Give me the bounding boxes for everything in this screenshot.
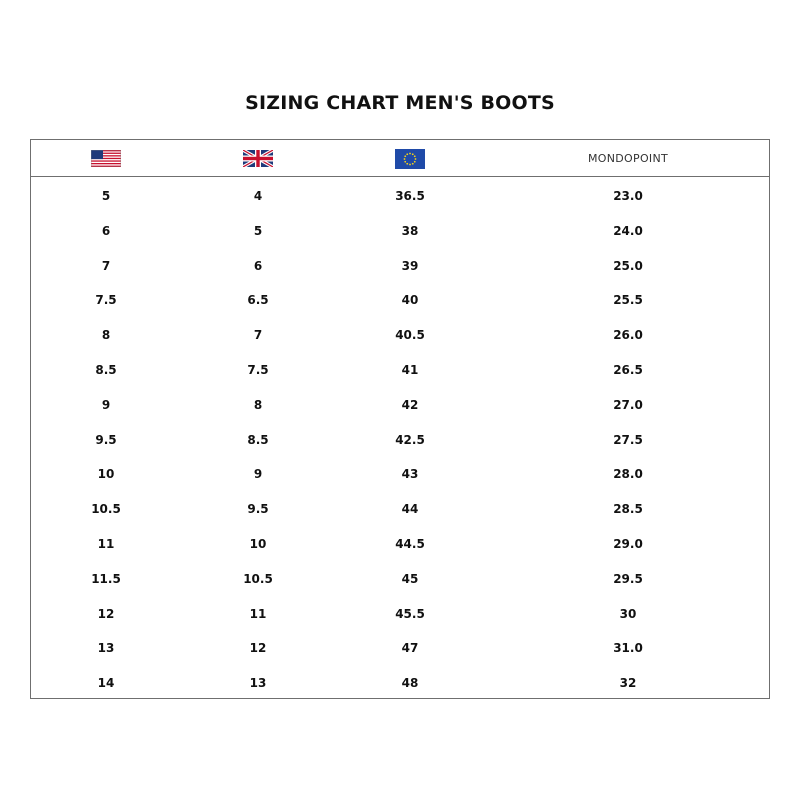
us-size-cell: 6: [101, 223, 111, 238]
mondopoint-cell: 26.5: [613, 363, 643, 377]
uk-size-cell: 6.5: [247, 293, 269, 308]
us-size-cell: 8: [101, 328, 111, 343]
table-row: [31, 290, 769, 310]
table-header-row: [31, 140, 769, 177]
uk-size-cell: 4: [253, 189, 263, 203]
eu-size-cell: 48: [401, 676, 419, 691]
eu-size-cell: 45: [401, 571, 419, 586]
uk-size-cell: 7.5: [247, 363, 269, 377]
uk-size-cell: 5: [253, 223, 263, 238]
uk-size-cell: 9: [253, 467, 263, 482]
eu-flag-icon: [395, 149, 425, 169]
us-size-cell: 11: [97, 537, 115, 551]
us-size-cell: 9: [101, 397, 111, 412]
eu-size-cell: 41: [401, 363, 419, 377]
uk-size-cell: 8.5: [247, 432, 269, 447]
mondopoint-cell: 30: [619, 606, 637, 621]
table-row: [31, 534, 769, 554]
us-column-header: [46, 140, 166, 177]
table-row: [31, 638, 769, 658]
mondopoint-cell: 25.0: [613, 258, 643, 273]
mondopoint-cell: 29.5: [613, 571, 643, 586]
table-row: [31, 256, 769, 276]
table-row: [31, 604, 769, 624]
table-row: [31, 221, 769, 241]
page-title: SIZING CHART MEN'S BOOTS: [245, 92, 555, 114]
eu-size-cell: 40.5: [395, 328, 425, 343]
table-row: [31, 325, 769, 345]
eu-size-cell: 44: [401, 502, 419, 517]
us-size-cell: 7.5: [95, 293, 117, 308]
eu-size-cell: 44.5: [395, 537, 425, 551]
eu-size-cell: 47: [401, 641, 419, 656]
uk-size-cell: 10: [249, 537, 267, 551]
us-size-cell: 5: [101, 189, 111, 203]
mondopoint-cell: 32: [619, 676, 637, 691]
table-row: [31, 395, 769, 415]
sizing-table: [30, 139, 770, 699]
table-row: [31, 569, 769, 589]
table-row: [31, 464, 769, 484]
us-size-cell: 12: [97, 606, 115, 621]
mondopoint-cell: 28.5: [613, 502, 643, 517]
mondopoint-cell: 27.0: [613, 397, 643, 412]
mondopoint-cell: 28.0: [613, 467, 643, 482]
us-size-cell: 14: [97, 676, 115, 691]
mondopoint-cell: 25.5: [613, 293, 643, 308]
mondopoint-cell: 23.0: [613, 189, 643, 203]
eu-size-cell: 42: [401, 397, 419, 412]
eu-size-cell: 39: [401, 258, 419, 273]
us-size-cell: 10.5: [91, 502, 121, 517]
uk-size-cell: 12: [249, 641, 267, 656]
us-size-cell: 8.5: [95, 363, 117, 377]
uk-size-cell: 8: [253, 397, 263, 412]
us-size-cell: 11.5: [91, 571, 121, 586]
mondopoint-cell: 24.0: [613, 223, 643, 238]
eu-size-cell: 38: [401, 223, 419, 238]
uk-size-cell: 9.5: [247, 502, 269, 517]
mondopoint-cell: 29.0: [613, 537, 643, 551]
us-size-cell: 7: [101, 258, 111, 273]
table-row: [31, 499, 769, 519]
table-row: [31, 430, 769, 450]
eu-size-cell: 42.5: [395, 432, 425, 447]
mondopoint-cell: 31.0: [613, 641, 643, 656]
uk-flag-icon: [243, 150, 273, 167]
us-size-cell: 9.5: [95, 432, 117, 447]
uk-size-cell: 7: [253, 328, 263, 343]
table-row: [31, 186, 769, 206]
us-size-cell: 13: [97, 641, 115, 656]
mondopoint-column-header: MONDOPOINT: [588, 152, 668, 165]
uk-size-cell: 11: [249, 606, 267, 621]
table-row: [31, 360, 769, 380]
table-row: [31, 673, 769, 693]
uk-size-cell: 6: [253, 258, 263, 273]
eu-size-cell: 43: [401, 467, 419, 482]
mondopoint-cell: 26.0: [613, 328, 643, 343]
eu-size-cell: 36.5: [395, 189, 425, 203]
uk-size-cell: 13: [249, 676, 267, 691]
us-size-cell: 10: [97, 467, 115, 482]
eu-size-cell: 45.5: [395, 606, 425, 621]
mondopoint-cell: 27.5: [613, 432, 643, 447]
uk-column-header: [198, 140, 318, 177]
uk-size-cell: 10.5: [243, 571, 273, 586]
us-flag-icon: [91, 150, 121, 167]
eu-size-cell: 40: [401, 293, 419, 308]
eu-column-header: [350, 140, 470, 177]
